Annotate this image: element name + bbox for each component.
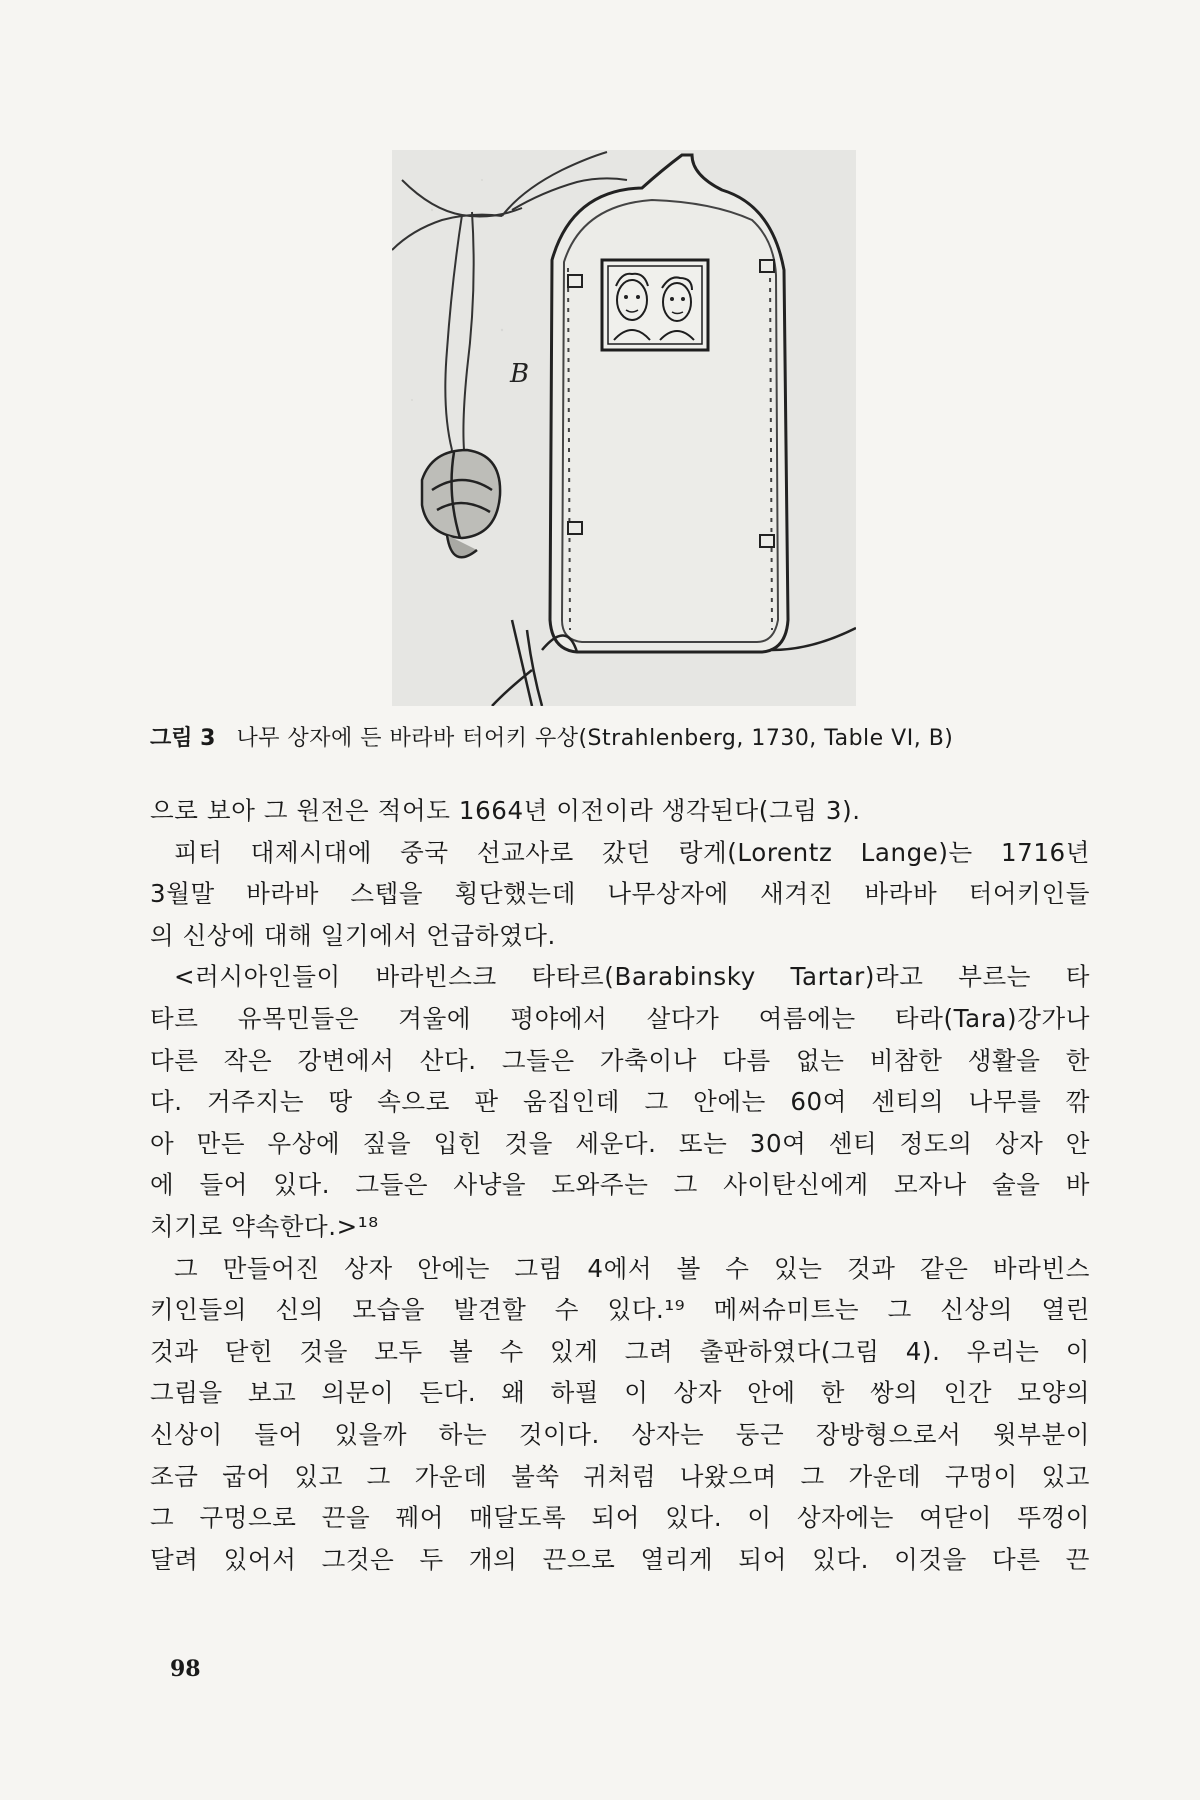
page-number: 98 <box>170 1656 201 1682</box>
text-line: 그 만들어진 상자 안에는 그림 4에서 볼 수 있는 것과 같은 바라빈스 <box>174 1253 1090 1283</box>
figure-wooden-box-idol <box>392 150 856 706</box>
text-line: 그림을 보고 의문이 든다. 왜 하필 이 상자 안에 한 쌍의 인간 모양의 <box>150 1378 1090 1408</box>
twin-idol-portrait <box>602 260 708 350</box>
text-line: 것과 닫힌 것을 모두 볼 수 있게 그려 출판하였다(그림 4). 우리는 이 <box>150 1336 1090 1366</box>
text-line: 그 구멍으로 끈을 꿰어 매달도록 되어 있다. 이 상자에는 여닫이 뚜껑이 <box>150 1503 1090 1533</box>
text-line: 치기로 약속한다.>¹⁸ <box>150 1211 379 1241</box>
figure-caption-text: 나무 상자에 든 바라바 터어키 우상(Strahlenberg, 1730, Table VI, B) <box>236 726 954 751</box>
figure-number: 그림 3 <box>150 726 216 751</box>
text-line: 아 만든 우상에 짚을 입힌 것을 세운다. 또는 30여 센티 정도의 상자 안 <box>150 1128 1090 1158</box>
figure-label-b: B <box>510 359 530 389</box>
wooden-box-drawing <box>392 150 856 706</box>
text-line: 조금 굽어 있고 그 가운데 불쑥 귀처럼 나왔으며 그 가운데 구멍이 있고 <box>150 1461 1090 1491</box>
figure-caption <box>150 724 1090 754</box>
text-line: 달려 있어서 그것은 두 개의 끈으로 열리게 되어 있다. 이것을 다른 끈 <box>150 1544 1090 1574</box>
text-line: 3월말 바라바 스텝을 횡단했는데 나무상자에 새겨진 바라바 터어키인들 <box>150 879 1090 909</box>
text-line: 타르 유목민들은 겨울에 평야에서 살다가 여름에는 타라(Tara)강가나 <box>150 1003 1090 1033</box>
text-line: 다른 작은 강변에서 산다. 그들은 가축이나 다름 없는 비참한 생활을 한 <box>150 1045 1090 1075</box>
text-line: 으로 보아 그 원전은 적어도 1664년 이전이라 생각된다(그림 3). <box>150 796 861 825</box>
text-line: 의 신상에 대해 일기에서 언급하였다. <box>150 920 556 950</box>
text-line: 에 들어 있다. 그들은 사냥을 도와주는 그 사이탄신에게 모자나 술을 바 <box>150 1170 1090 1200</box>
text-line: 피터 대제시대에 중국 선교사로 갔던 랑게(Lorentz Lange)는 1716년 <box>174 837 1090 867</box>
text-line: 다. 거주지는 땅 속으로 판 움집인데 그 안에는 60여 센티의 나무를 깎 <box>150 1087 1090 1117</box>
text-line: <러시아인들이 바라빈스크 타타르(Barabinsky Tartar)라고 부르는 타 <box>174 962 1090 992</box>
wooden-box-shape <box>550 155 788 652</box>
text-line: 신상이 들어 있을까 하는 것이다. 상자는 둥근 장방형으로서 윗부분이 <box>150 1419 1090 1449</box>
body-text <box>150 790 1090 1580</box>
text-line: 키인들의 신의 모습을 발견할 수 있다.¹⁹ 메써슈미트는 그 신상의 열린 <box>150 1295 1090 1325</box>
